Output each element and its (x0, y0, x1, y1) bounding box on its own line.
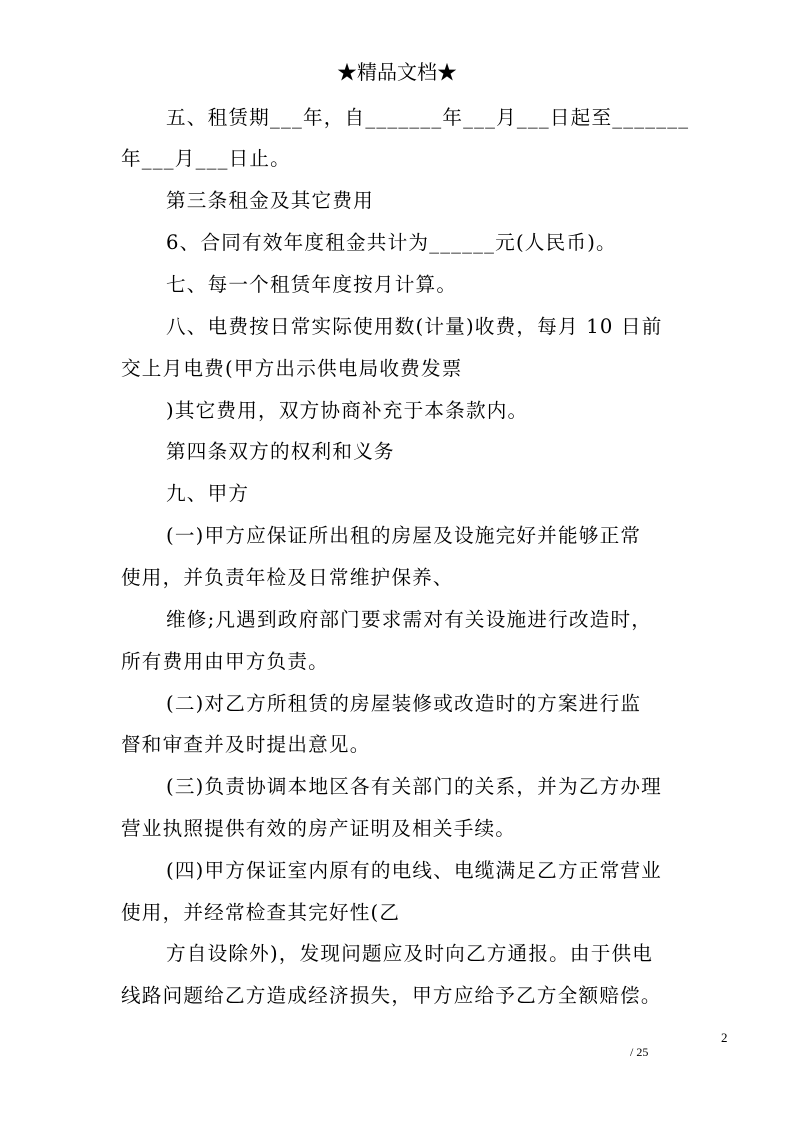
text-line: 九、甲方 (166, 482, 250, 505)
text-line: (三)负责协调本地区各有关部门的关系，并为乙方办理 (166, 775, 662, 798)
text-line: 营业执照提供有效的房产证明及相关手续。 (121, 817, 517, 840)
text-line: 所有费用由甲方负责。 (121, 650, 329, 673)
text-line: 6、合同有效年度租金共计为______元(人民币)。 (166, 231, 617, 254)
text-line: )其它费用，双方协商补充于本条款内。 (166, 399, 529, 422)
text-line: 督和审查并及时提出意见。 (121, 733, 371, 756)
text-line: 交上月电费(甲方出示供电局收费发票 (121, 357, 463, 380)
page-number: 2 (721, 1030, 728, 1045)
text-line: 八、电费按日常实际使用数(计量)收费，每月 10 日前 (166, 315, 663, 338)
text-line: 线路问题给乙方造成经济损失，甲方应给予乙方全额赔偿。 (121, 984, 662, 1007)
text-line: 第四条双方的权利和义务 (166, 440, 395, 463)
header-title: ★精品文档★ (337, 60, 457, 84)
text-line: 七、每一个租赁年度按月计算。 (166, 273, 458, 296)
text-line: (四)甲方保证室内原有的电线、电缆满足乙方正常营业 (166, 859, 662, 882)
text-line: 第三条租金及其它费用 (166, 189, 374, 212)
text-line: 使用，并负责年检及日常维护保养、 (121, 566, 454, 589)
page-total: / 25 (630, 1045, 649, 1059)
text-line: 维修;凡遇到政府部门要求需对有关设施进行改造时， (166, 608, 653, 631)
text-line: (二)对乙方所租赁的房屋装修或改造时的方案进行监 (166, 692, 642, 715)
text-line: 使用，并经常检查其完好性(乙 (121, 901, 401, 924)
text-line: (一)甲方应保证所出租的房屋及设施完好并能够正常 (166, 524, 642, 547)
text-line: 方自设除外)，发现问题应及时向乙方通报。由于供电 (166, 942, 654, 965)
text-line: 五、租赁期___年，自_______年___月___日起至_______ (166, 106, 690, 129)
text-line: 年___月___日止。 (121, 147, 291, 170)
